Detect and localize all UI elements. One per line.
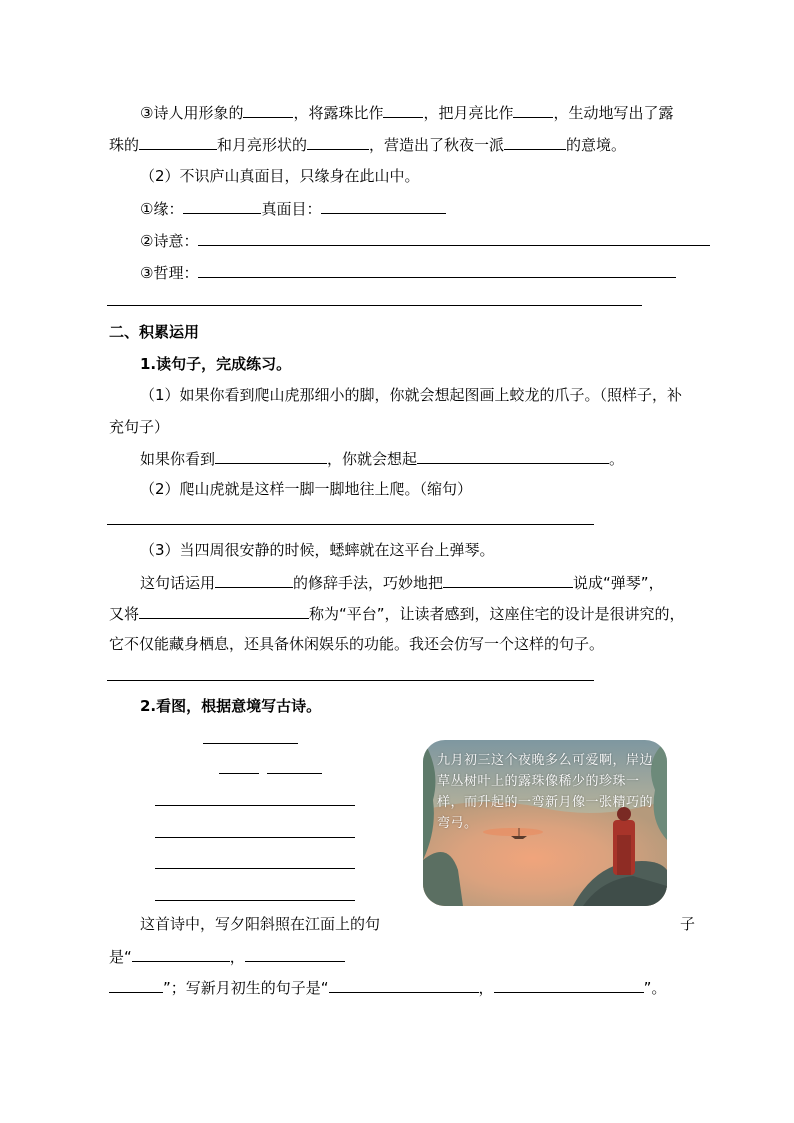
q3-line-2 — [109, 134, 626, 155]
q2-zheli-label: ③哲理： — [140, 264, 199, 282]
ex1-p3a-1: 这句话运用 — [140, 574, 216, 592]
ex1-p3b-1: 又将 — [109, 605, 140, 623]
ex2-blank-4[interactable] — [494, 977, 644, 993]
ex1-p1-line2: 充句子） — [109, 418, 170, 436]
q2-yuan-blank[interactable] — [183, 198, 261, 214]
ex2-s1-end: 子 — [680, 915, 696, 933]
ex2-s2 — [109, 946, 345, 967]
ex2-s2-a: 是“ — [109, 948, 132, 966]
poem-line-2-blank[interactable] — [155, 837, 355, 838]
ex2-blank-3[interactable] — [329, 977, 479, 993]
q2-shiyi-blank[interactable] — [198, 230, 710, 246]
ex2-blank-1[interactable] — [132, 946, 230, 962]
ex1-p1-line1: （1）如果你看到爬山虎那细小的脚，你就会想起图画上蛟龙的爪子。（照样子，补 — [140, 386, 683, 404]
q3-blank-moon-shape[interactable] — [307, 134, 369, 150]
poem-illustration — [423, 740, 667, 906]
ex1-p3a-blank-1[interactable] — [215, 572, 293, 588]
q3-blank-dew-feature[interactable] — [139, 134, 217, 150]
q2-shiyi-line — [140, 230, 710, 251]
poem-line-4-blank[interactable] — [155, 900, 355, 901]
q2-shiyi-label: ②诗意： — [140, 232, 199, 250]
q3-text-h: 的意境。 — [566, 136, 627, 154]
ex2-s3-c: ”。 — [643, 979, 667, 997]
ex1-p1-fill-line — [140, 448, 624, 469]
ex1-fill-end: 。 — [609, 450, 625, 468]
q3-blank-mood[interactable] — [504, 134, 566, 150]
ex2-blank-2[interactable] — [245, 946, 345, 962]
q2-poem-line: （2）不识庐山真面目，只缘身在此山中。 — [140, 167, 420, 185]
ex1-p2-answer-blank[interactable] — [107, 524, 594, 525]
q2-zheli-blank-2[interactable] — [107, 305, 642, 306]
ex1-fill-b: ，你就会想起 — [327, 450, 418, 468]
poem-dynasty-blank[interactable] — [219, 773, 259, 774]
ex1-p3-line-a — [140, 572, 664, 593]
q3-text-c: ，把月亮比作 — [423, 104, 514, 122]
poem-line-3-blank[interactable] — [155, 868, 355, 869]
q2-zheli-blank[interactable] — [198, 262, 676, 278]
poem-line-1-blank[interactable] — [155, 805, 355, 806]
q3-blank-moon[interactable] — [513, 102, 553, 118]
q3-blank-image[interactable] — [243, 102, 293, 118]
poem-title-blank[interactable] — [203, 743, 298, 744]
exercise-1-title: 1.读句子，完成练习。 — [140, 355, 292, 373]
q2-zheli-line — [140, 262, 676, 283]
poem-author-blank[interactable] — [267, 773, 322, 774]
q2-vocab-line — [140, 198, 446, 219]
q3-text-d: ，生动地写出了露 — [553, 104, 674, 122]
ex1-p2: （2）爬山虎就是这样一脚一脚地往上爬。（缩句） — [140, 480, 473, 498]
ex2-s1-a: 这首诗中，写夕阳斜照在江面上的句 — [140, 915, 381, 933]
illustration-caption: 九月初三这个夜晚多么可爱啊，岸边草丛树叶上的露珠像稀少的珍珠一样，而升起的一弯新月像一张精巧的弯弓。 — [437, 753, 654, 831]
section-2-title: 二、积累运用 — [109, 323, 200, 341]
ex1-fill-blank-2[interactable] — [417, 448, 609, 464]
ex1-p3a-2: 的修辞手法，巧妙地把 — [293, 574, 444, 592]
q2-zhen-label: 真面目： — [261, 200, 322, 218]
q2-yuan-label: ①缘： — [140, 200, 184, 218]
exercise-2-title: 2.看图，根据意境写古诗。 — [140, 697, 322, 715]
ex1-p3a-blank-2[interactable] — [443, 572, 573, 588]
ex1-p3b-blank[interactable] — [139, 603, 309, 619]
q3-text-e: 珠的 — [109, 136, 140, 154]
ex1-p3b-2: 称为“平台”，让读者感到，这座住宅的设计是很讲究的， — [309, 605, 685, 623]
ex1-p3-line-c: 它不仅能藏身栖息，还具备休闲娱乐的功能。我还会仿写一个这样的句子。 — [109, 635, 605, 653]
q3-text-b: ，将露珠比作 — [293, 104, 384, 122]
ex2-s2-b: ， — [229, 948, 245, 966]
ex1-p3a-3: 说成“弹琴”， — [573, 574, 664, 592]
q3-text-g: ，营造出了秋夜一派 — [369, 136, 505, 154]
ex2-s3-a: ”；写新月初生的句子是“ — [163, 979, 329, 997]
ex2-s3 — [109, 977, 666, 998]
ex1-p3-answer-blank[interactable] — [107, 680, 594, 681]
ex2-blank-2b[interactable] — [109, 977, 163, 993]
ex2-s1 — [140, 914, 380, 934]
q3-blank-dew[interactable] — [383, 102, 423, 118]
ex1-p3-line-b — [109, 603, 685, 624]
ex1-p3: （3）当四周很安静的时候，蟋蟀就在这平台上弹琴。 — [140, 541, 495, 559]
ex2-s3-b: ， — [478, 979, 494, 997]
q3-text-a: ③诗人用形象的 — [140, 104, 244, 122]
q3-line-1 — [140, 102, 674, 123]
q3-text-f: 和月亮形状的 — [217, 136, 308, 154]
q2-zhen-blank[interactable] — [321, 198, 446, 214]
ex1-fill-blank-1[interactable] — [215, 448, 327, 464]
ex1-fill-a: 如果你看到 — [140, 450, 216, 468]
